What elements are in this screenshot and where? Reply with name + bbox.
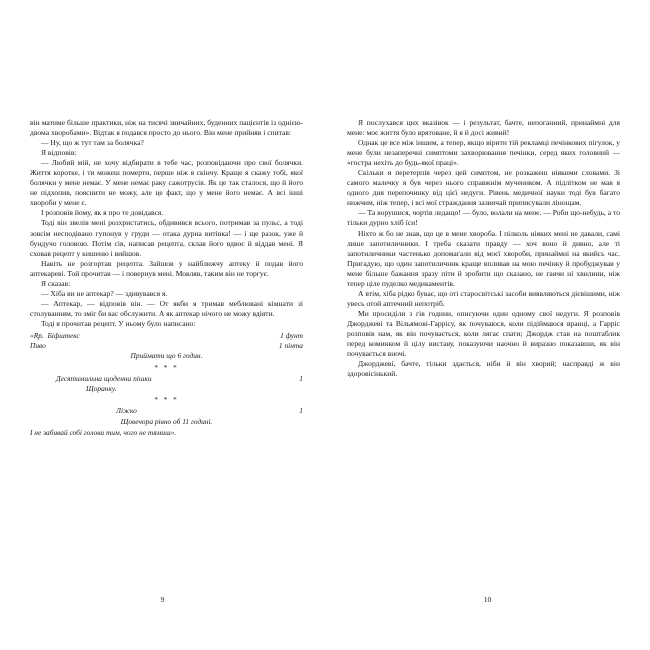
prescription-instruction: Приймати що 6 годин.	[130, 351, 203, 361]
paragraph: Ніхто ж бо не знав, що це в мене хвороба. І пілколь ніяких мені не давали, самі лише запотиличники. І треба сказати правду — хоч воно й дивно, але ті запотиличники частенько допомагали від моєї хвороби, принаймні на якийсь час. Пригадую, що один запотиличник краще впливав на мою печінку й пробуджував у мене більше бажання зразу піти й зробити що сказано, не гаячи ні хвилини, ніж тепер ціле пуделко медикаментів.	[347, 228, 620, 288]
right-page-body	[347, 118, 620, 379]
prescription-item	[30, 406, 303, 416]
prescription-item	[30, 331, 303, 341]
prescription-item-name: Десятимильна щоденна пішки	[56, 373, 152, 383]
page-number-left: 9	[160, 595, 165, 604]
paragraph: Ми просиділи з гів години, описуючи один одному свої недуги. Я розповів Джорджеві та Вільямові-Гаррісу, як почуваюся, коли підіймаюся вранці, а Гарріс розповів нам, як він почувається, коли лягає спати; Джордж став на поштаблик перед коминком й цілу виставу, показуючи наочно й виразно показавши, як він почувається вночі.	[347, 308, 620, 359]
paragraph: — Та ворушися, чортів ледащо! — було, волали на мене. — Роби що-небудь, а то тільки дурно хліб їси!	[347, 208, 620, 228]
prescription-block	[30, 331, 303, 438]
prescription-item-name: Щоранку.	[86, 384, 117, 393]
prescription-item	[30, 384, 303, 394]
paragraph: він матиме більше практики, ніж на тисячі звичайних, буденних пацієнтів із однією-двома хворобами». Відтак я подався просто до нього. Він мене прийняв і спитав:	[30, 118, 303, 138]
paragraph: — Любий мій, не хочу відбирати в тебе час, розповідаючи про свої болячки. Життя коротке, і ти можеш померти, перше ніж я скінчу. Краще я скажу тобі, якої болячки у мене немає. У мене немає раку сажотрусів. Як це так сталося, що й його не підхопив, пояснити не можу, але це факт, що у мене його немає. А всі інші хвороби у мене є.	[30, 158, 303, 208]
prescription-item-qty: 1 пінта	[278, 341, 303, 351]
paragraph: Тоді я прочитав рецепт. У ньому було написано:	[41, 318, 196, 328]
prescription-item-qty: 1	[299, 406, 303, 416]
paragraph: А втім, хіба рідко буває, що оті старосвітські засоби виявляються дієвішими, ніж увесь отой аптечний непотріб.	[347, 288, 620, 308]
page-left	[0, 118, 325, 604]
prescription-item-name: Ліжко	[116, 406, 137, 416]
paragraph: — Хіба ви не аптекар? — здивувався я.	[41, 288, 168, 298]
paragraph: Навіть не розгортав рецепта. Зайшов у найближчу аптеку й подав його аптекареві. Той прочитав — і повернув мені. Мовляв, таким він не торгує.	[30, 258, 303, 278]
prescription-item	[30, 374, 303, 384]
prescription-item-name: «Rp. Біфштекс	[30, 330, 80, 340]
paragraph: Я відповів:	[41, 148, 77, 158]
prescription-item-qty: 1 фунт	[280, 330, 303, 340]
prescription-item-name: Пиво	[30, 341, 46, 351]
paragraph: Однак це все між іншим, а тепер, якщо вірити тій рекламці печінкових пігулок, у мене були незаперечні симптоми захворювання печінки, серед яких головний — «гостра нехіть до будь-якої праці».	[347, 138, 620, 168]
paragraph: Тоді він звелів мені розхристатись, обдивився всього, потримав за пульс, а тоді зовсім несподівано гупонув у груди — отака дурна витівка! — і ще разок, уже й бундучо головою. Потім сів, написав рецепта, склав його вдвоє й віддав мені. Я сховав рецепт у кишеню і вийшов.	[30, 218, 303, 258]
paragraph: Я сказав:	[41, 278, 71, 288]
prescription-item	[30, 341, 303, 351]
paragraph: Скільки я перетерпів через цей симптом, не розкажеш ніякими словами. Зі самого малечку я був через нього справжнім мучеником. А підлітком не мав я одного дня перепочинку від цієї недуги. Рівень медичної науки тоді був багато нижчим, ніж тепер, і всі мої страждання зазвичай приписували лінощам.	[347, 168, 620, 208]
paragraph: — Аптекар, — відповів він. — От якби я тримав меблювані кімнати зі столуванням, то зміг би вас обслужити. А як аптекар нічого не можу вдіяти.	[30, 298, 303, 318]
page-right	[325, 118, 650, 604]
paragraph: Джорджеві, бачте, тільки здається, ніби й він хворий; насправді ж він здоровісінький.	[347, 359, 620, 379]
paragraph: І розповів йому, як я про те довідався.	[41, 208, 164, 218]
paragraph: Я послухався цих вказівок — і результат, бачте, непоганний, принаймні для мене: моє життя було врятоване, й я й досі живий!	[347, 118, 620, 138]
prescription-item-qty: 1	[299, 373, 303, 383]
prescription-separator: * * *	[154, 396, 179, 405]
prescription-closing: І не забивай собі голови тим, чого не тямиш».	[30, 427, 177, 437]
page-number-right: 10	[483, 595, 492, 604]
prescription-separator: * * *	[154, 363, 179, 372]
left-page-body	[30, 118, 303, 438]
prescription-instruction: Щовечора рівно об 11 годині.	[120, 416, 213, 426]
paragraph: — Ну, що ж тут там за болячка?	[41, 138, 144, 148]
